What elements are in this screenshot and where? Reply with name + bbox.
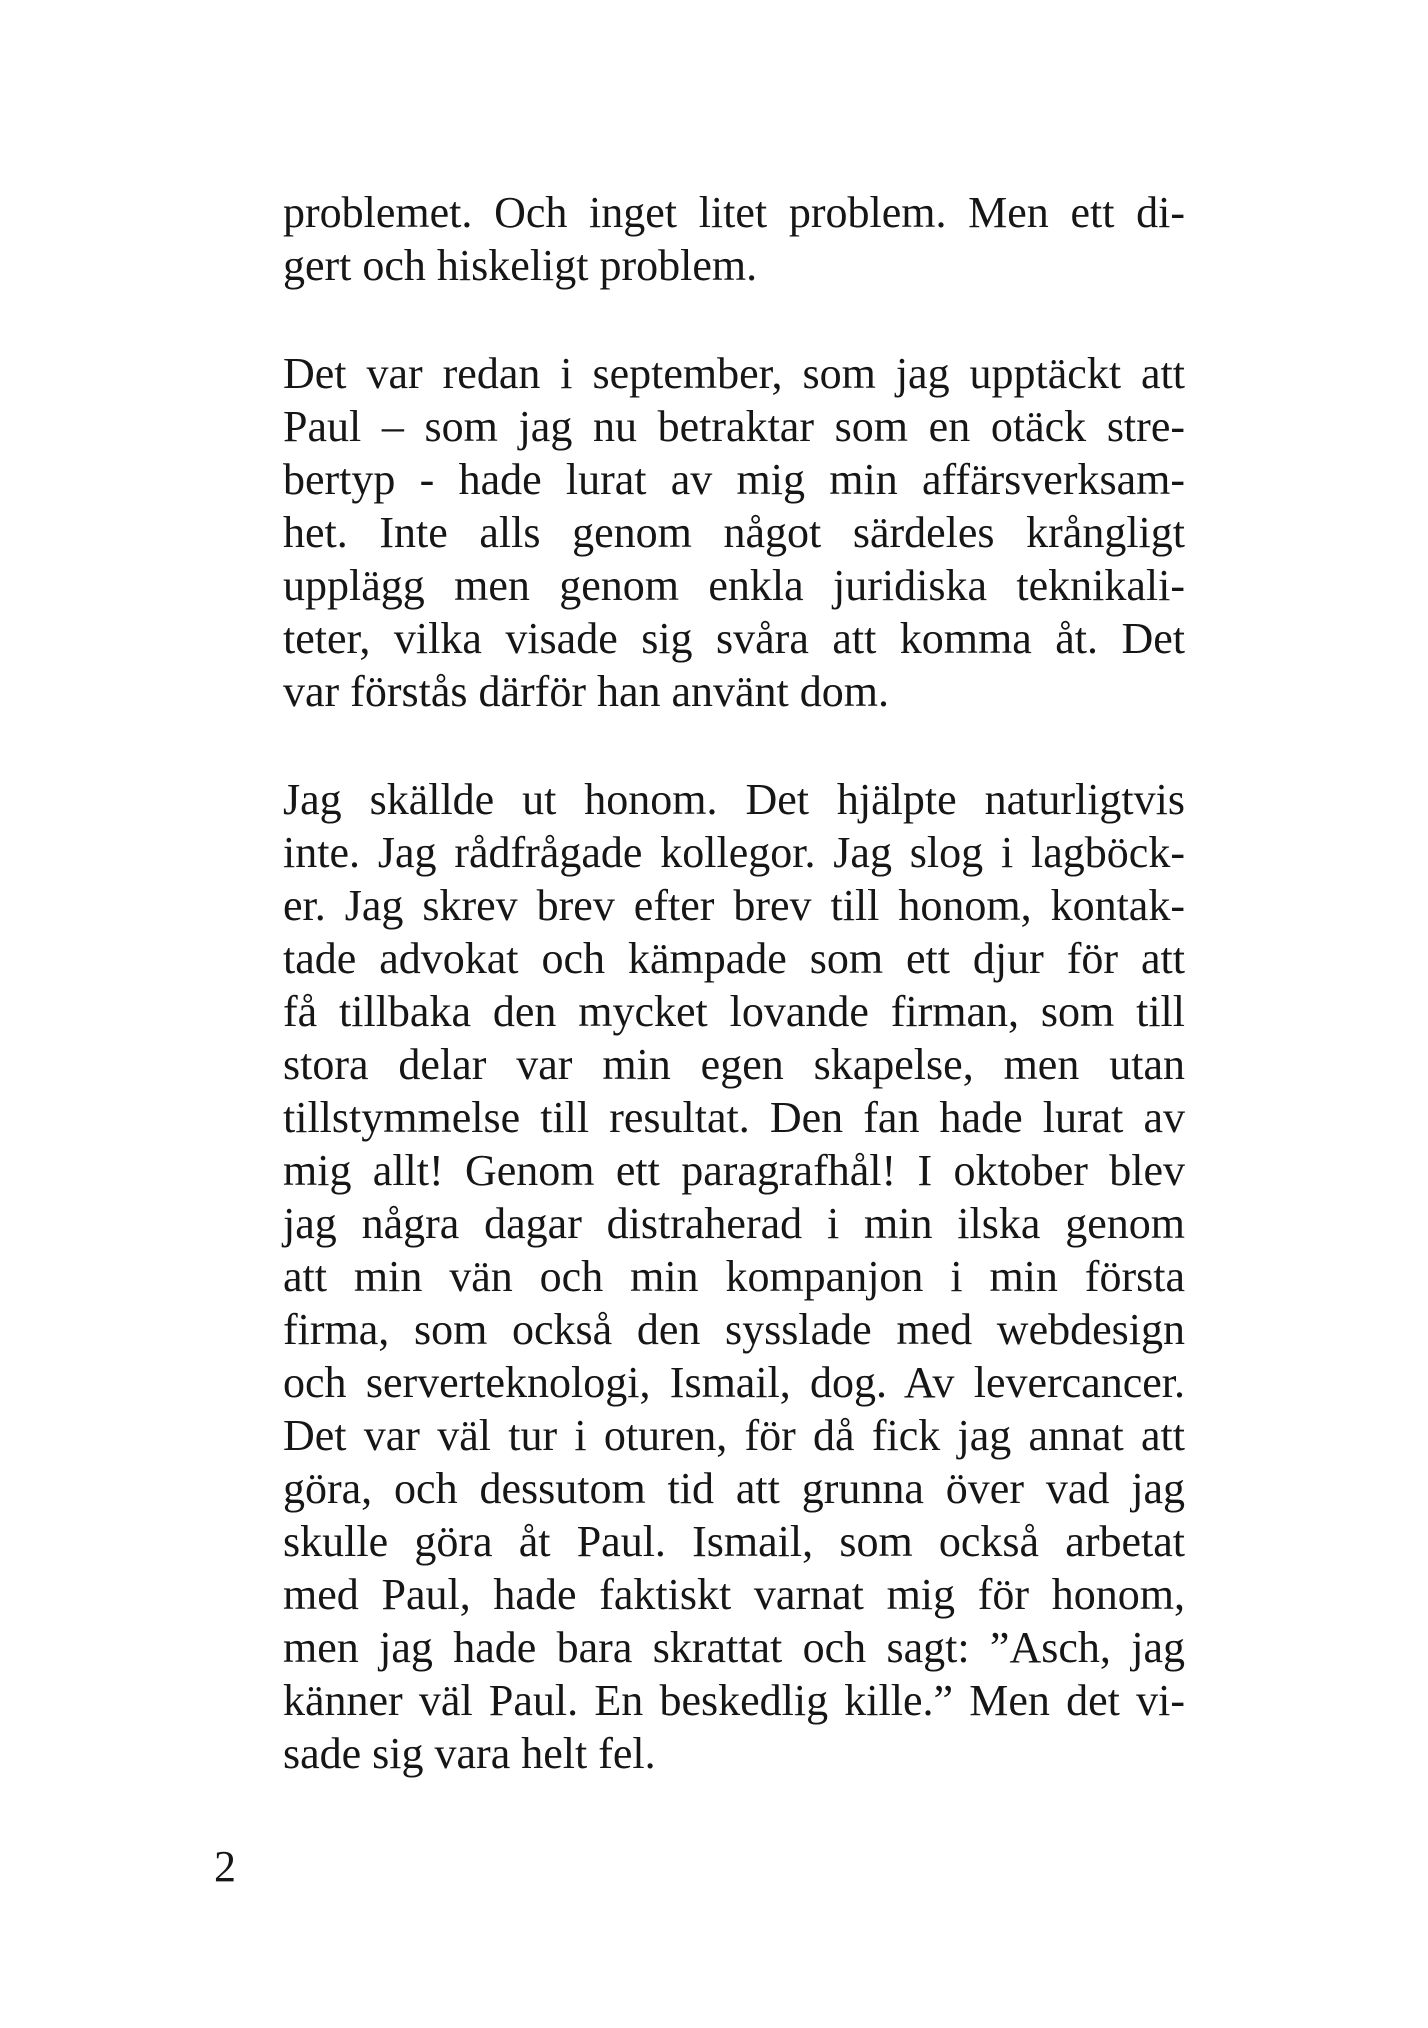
text-line: mig allt! Genom ett paragrafhål! I oktober blev [283,1146,1185,1195]
text-line: het. Inte alls genom något särdeles krångligt [283,508,1185,557]
text-line: Jag skällde ut honom. Det hjälpte naturligtvis [283,775,1185,824]
text-line: firma, som också den sysslade med webdesign [283,1305,1185,1354]
text-line: upplägg men genom enkla juridiska teknikali- [283,561,1185,610]
text-line: er. Jag skrev brev efter brev till honom, kontak- [283,881,1185,930]
paragraph [283,347,1185,718]
text-line: Paul – som jag nu betraktar som en otäck stre- [283,402,1185,451]
text-line: och serverteknologi, Ismail, dog. Av levercancer. [283,1358,1185,1407]
text-line: teter, vilka visade sig svåra att komma åt. Det [283,614,1185,663]
page-number: 2 [214,1842,236,1891]
text-line: tade advokat och kämpade som ett djur för att [283,934,1185,983]
text-line: Det var redan i september, som jag upptäckt att [283,349,1185,398]
text-line: Det var väl tur i oturen, för då fick jag annat att [283,1411,1185,1460]
text-line: gert och hiskeligt problem. [283,241,758,290]
text-line: stora delar var min egen skapelse, men utan [283,1040,1185,1089]
text-line: problemet. Och inget litet problem. Men ett di- [283,188,1185,237]
text-line: känner väl Paul. En beskedlig kille.” Men det vi- [283,1676,1185,1725]
body-text [283,186,1185,1780]
text-line: få tillbaka den mycket lovande firman, som till [283,987,1185,1036]
text-line: var förstås därför han använt dom. [283,667,890,716]
text-line: men jag hade bara skrattat och sagt: ”Asch, jag [283,1623,1185,1672]
text-line: inte. Jag rådfrågade kollegor. Jag slog i lagböck- [283,828,1185,877]
paragraph [283,773,1185,1780]
text-line: jag några dagar distraherad i min ilska genom [283,1199,1185,1248]
paragraph [283,186,1185,292]
text-line: med Paul, hade faktiskt varnat mig för honom, [283,1570,1185,1619]
text-line: bertyp - hade lurat av mig min affärsverksam- [283,455,1185,504]
text-line: skulle göra åt Paul. Ismail, som också arbetat [283,1517,1185,1566]
text-line: att min vän och min kompanjon i min första [283,1252,1185,1301]
text-line: göra, och dessutom tid att grunna över vad jag [283,1464,1185,1513]
text-line: sade sig vara helt fel. [283,1729,656,1778]
text-line: tillstymmelse till resultat. Den fan hade lurat av [283,1093,1185,1142]
